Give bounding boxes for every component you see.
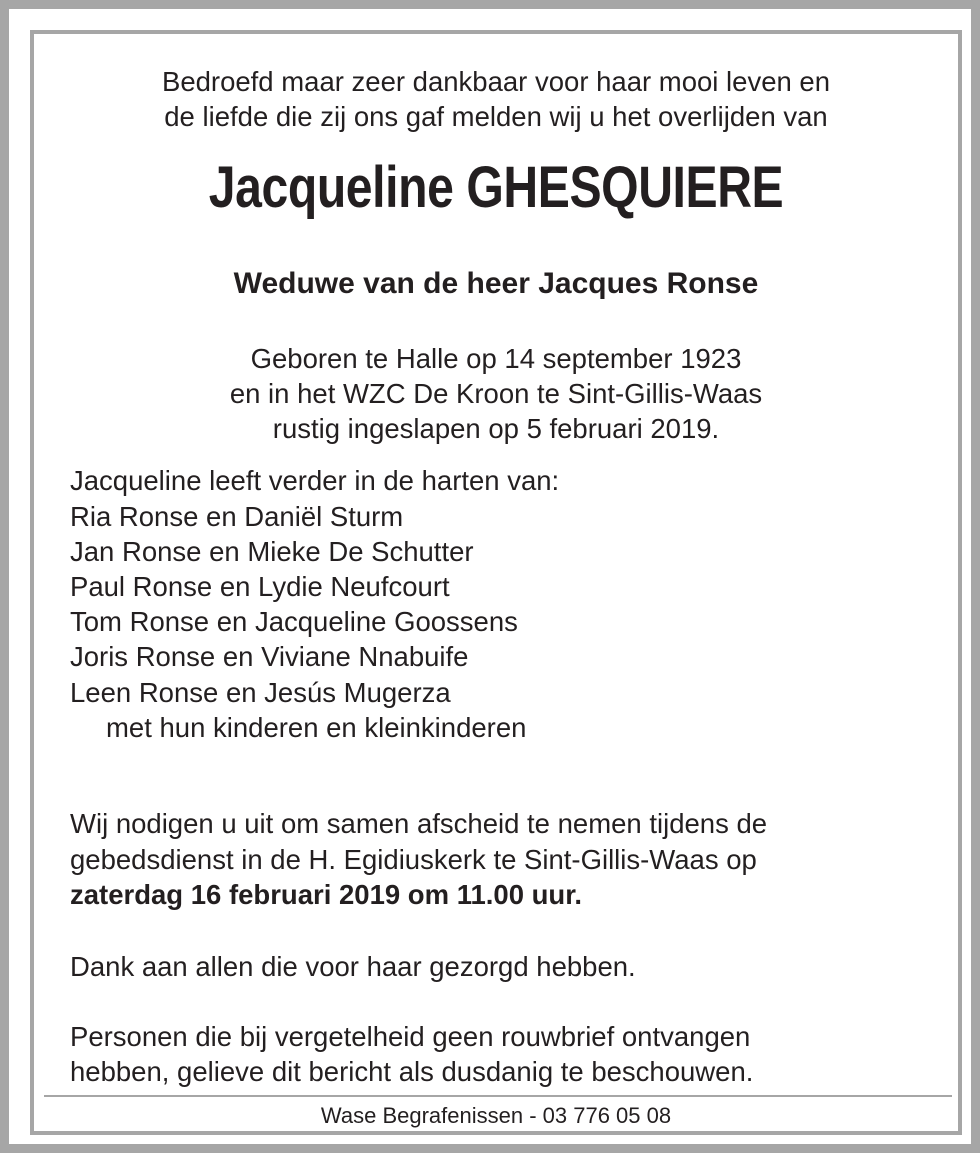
invitation-line-1: Wij nodigen u uit om samen afscheid te nemen tijdens de <box>70 808 768 839</box>
notice-line-2: hebben, gelieve dit bericht als dusdanig te beschouwen. <box>70 1056 754 1087</box>
family-heading: Jacqueline leeft verder in de harten van: <box>70 465 560 496</box>
service-date: zaterdag 16 februari 2019 om 11.00 uur. <box>70 879 583 910</box>
residence-line: en in het WZC De Kroon te Sint-Gillis-Waas <box>229 378 763 409</box>
deceased-name: Jacqueline GHESQUIERE <box>208 155 784 220</box>
death-line: rustig ingeslapen op 5 februari 2019. <box>272 413 720 444</box>
footer-divider <box>44 1095 952 1097</box>
intro-line-1: Bedroefd maar zeer dankbaar voor haar mooi leven en <box>161 66 831 97</box>
invitation-line-2: gebedsdienst in de H. Egidiuskerk te Sint-Gillis-Waas op <box>70 844 757 875</box>
obituary-card <box>30 30 962 1135</box>
thanks-line: Dank aan allen die voor haar gezorgd hebben. <box>70 951 636 982</box>
family-member: Joris Ronse en Viviane Nnabuife <box>70 641 469 672</box>
inner-margin <box>9 9 971 1144</box>
widow-of: Weduwe van de heer Jacques Ronse <box>233 267 759 300</box>
intro-line-2: de liefde die zij ons gaf melden wij u het overlijden van <box>164 101 828 132</box>
family-member: Ria Ronse en Daniël Sturm <box>70 501 404 532</box>
family-member: Leen Ronse en Jesús Mugerza <box>70 677 451 708</box>
family-descendants: met hun kinderen en kleinkinderen <box>106 712 527 743</box>
family-member: Jan Ronse en Mieke De Schutter <box>70 536 474 567</box>
family-member: Paul Ronse en Lydie Neufcourt <box>70 571 450 602</box>
notice-line-1: Personen die bij vergetelheid geen rouwbrief ontvangen <box>70 1021 751 1052</box>
birth-line: Geboren te Halle op 14 september 1923 <box>250 343 742 374</box>
funeral-home-footer: Wase Begrafenissen - 03 776 05 08 <box>320 1103 672 1128</box>
name-wrapper <box>34 155 958 221</box>
family-member: Tom Ronse en Jacqueline Goossens <box>70 606 518 637</box>
